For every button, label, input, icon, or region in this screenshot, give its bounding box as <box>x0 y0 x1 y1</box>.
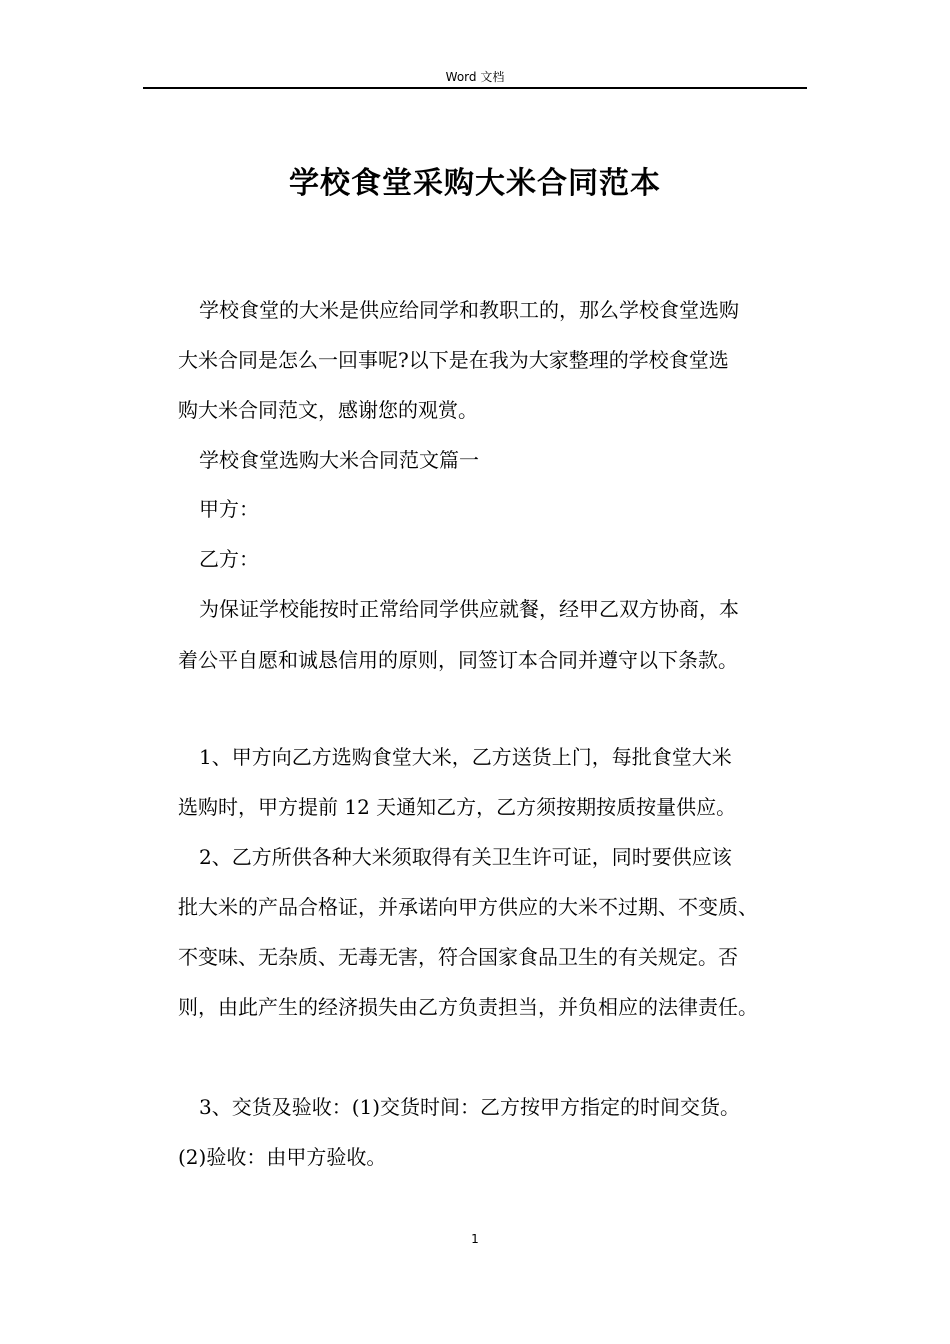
paragraph-line: 则，由此产生的经济损失由乙方负责担当，并负相应的法律责任。 <box>178 995 758 1019</box>
header-rule <box>143 87 807 89</box>
paragraph-line: 不变味、无杂质、无毒无害，符合国家食品卫生的有关规定。否 <box>178 945 738 969</box>
paragraph-line: 学校食堂的大米是供应给同学和教职工的，那么学校食堂选购 <box>199 298 739 322</box>
header-text: Word 文档 <box>445 70 505 84</box>
paragraph-line: 甲方： <box>199 497 259 521</box>
paragraph-line: 1、甲方向乙方选购食堂大米，乙方送货上门，每批食堂大米 <box>199 745 732 769</box>
paragraph-line: 批大米的产品合格证，并承诺向甲方供应的大米不过期、不变质、 <box>178 895 758 919</box>
paragraph-line: 3、交货及验收：(1)交货时间：乙方按甲方指定的时间交货。 <box>199 1095 741 1119</box>
paragraph-line: 着公平自愿和诚恳信用的原则，同签订本合同并遵守以下条款。 <box>178 648 738 672</box>
page-number: 1 <box>471 1232 479 1246</box>
paragraph-line: (2)验收：由甲方验收。 <box>178 1145 387 1169</box>
paragraph-line: 学校食堂选购大米合同范文篇一 <box>199 448 479 472</box>
paragraph-line: 2、乙方所供各种大米须取得有关卫生许可证，同时要供应该 <box>199 845 732 869</box>
document-title: 学校食堂采购大米合同范本 <box>289 166 661 201</box>
paragraph-line: 购大米合同范文，感谢您的观赏。 <box>178 398 478 422</box>
paragraph-line: 选购时，甲方提前 12 天通知乙方，乙方须按期按质按量供应。 <box>178 795 737 819</box>
paragraph-line: 为保证学校能按时正常给同学供应就餐，经甲乙双方协商，本 <box>199 597 739 621</box>
paragraph-line: 大米合同是怎么一回事呢?以下是在我为大家整理的学校食堂选 <box>178 348 729 372</box>
paragraph-line: 乙方： <box>199 547 259 571</box>
